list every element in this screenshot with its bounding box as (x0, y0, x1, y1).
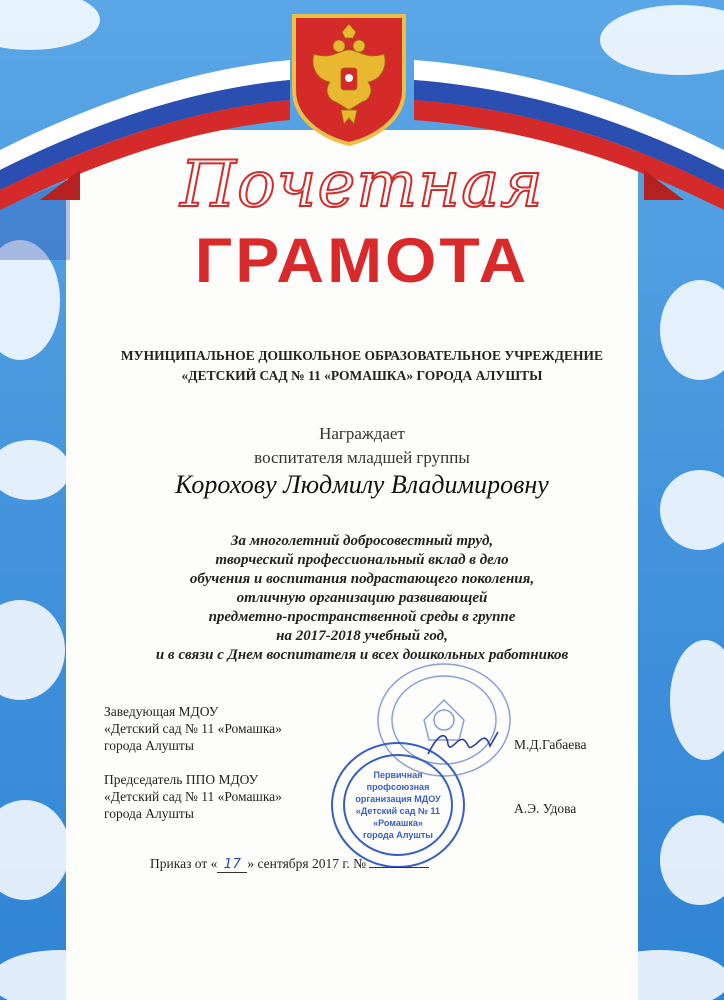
stamp-line: организация МДОУ (355, 794, 441, 804)
award-block (0, 422, 724, 470)
signer-title-line: города Алушты (104, 806, 194, 821)
signature-director (104, 703, 282, 754)
order-line (150, 856, 429, 873)
reason-line: предметно-пространственной среды в группе (208, 609, 516, 625)
stamp-line: «Ромашка» (373, 818, 423, 828)
recipient-name: Корохову Людмилу Владимировну (175, 470, 549, 499)
organization-name (76, 346, 648, 386)
signer-name-director: М.Д.Габаева (514, 737, 587, 752)
stamp-line: города Алушты (363, 830, 433, 840)
stamp-line: «Детский сад № 11 (355, 806, 441, 816)
title-honorary: Почетная (180, 148, 544, 222)
reason-line: на 2017-2018 учебный год, (276, 628, 448, 644)
award-position: воспитателя младшей группы (254, 448, 470, 467)
order-prefix: Приказ от « (150, 856, 218, 871)
coat-of-arms-icon (284, 10, 414, 148)
signature-icon (424, 726, 504, 760)
signer-title-line: Председатель ППО МДОУ (104, 772, 259, 787)
signer-title-line: «Детский сад № 11 «Ромашка» (104, 721, 282, 736)
signature-union-chair (104, 771, 282, 822)
reason-line: За многолетний добросовестный труд, (230, 533, 494, 549)
reason-line: отличную организацию развивающей (236, 590, 488, 606)
order-number-blank (369, 867, 429, 868)
organization-line-2: «ДЕТСКИЙ САД № 11 «РОМАШКА» ГОРОДА АЛУШТЫ (181, 368, 543, 383)
signer-title-line: города Алушты (104, 738, 194, 753)
award-reason (60, 532, 664, 665)
stamp-line: профсоюзная (366, 782, 430, 792)
order-middle: » сентября 2017 г. № (247, 856, 367, 871)
stamp-line: Первичная (373, 770, 423, 780)
reason-line: творческий профессиональный вклад в дело (215, 552, 509, 568)
reason-line: обучения и воспитания подрастающего поколения, (189, 571, 535, 587)
signer-title-line: Заведующая МДОУ (104, 704, 219, 719)
award-verb: Награждает (319, 424, 405, 443)
order-day: 17 (217, 856, 247, 873)
reason-line: и в связи с Днем воспитателя и всех дошкольных работников (155, 647, 569, 663)
title-certificate: ГРАМОТА (194, 224, 530, 296)
signer-name-union-chair: А.Э. Удова (514, 801, 577, 816)
signer-title-line: «Детский сад № 11 «Ромашка» (104, 789, 282, 804)
organization-line-1: МУНИЦИПАЛЬНОЕ ДОШКОЛЬНОЕ ОБРАЗОВАТЕЛЬНОЕ УЧРЕЖДЕНИЕ (120, 348, 604, 363)
